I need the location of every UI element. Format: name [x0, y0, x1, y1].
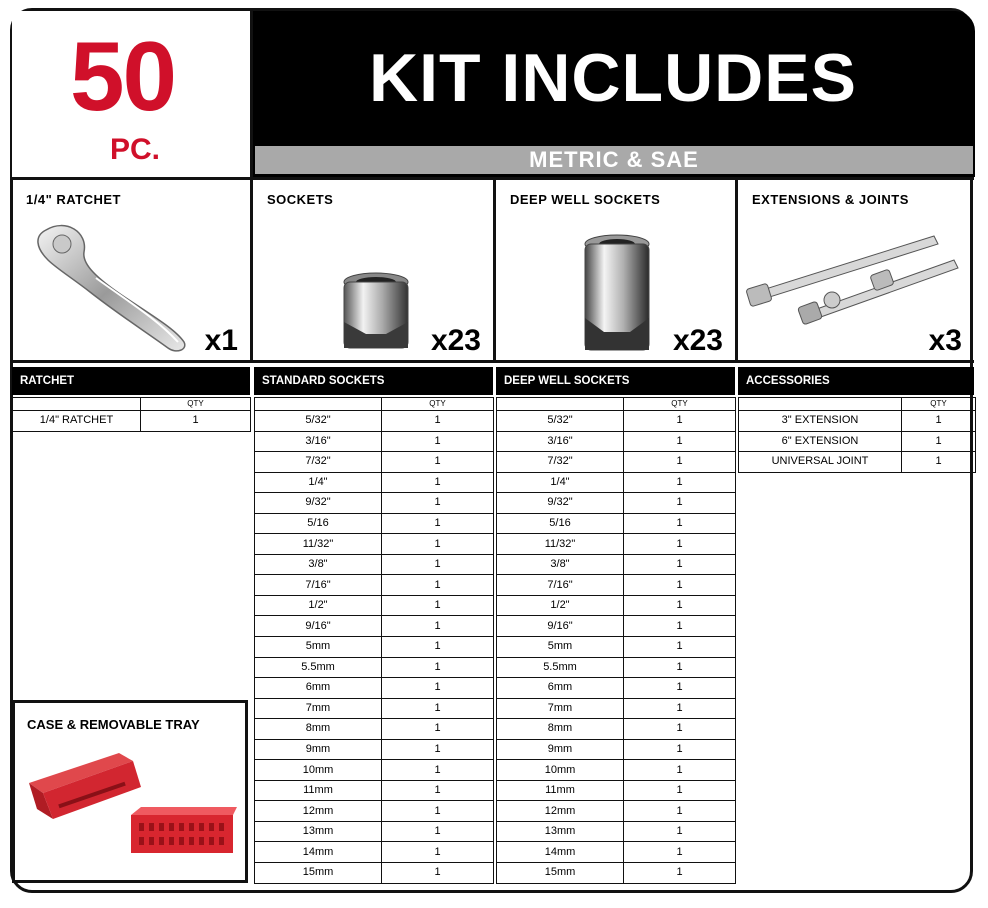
item-qty: 1	[624, 780, 736, 801]
item-qty: 1	[624, 863, 736, 884]
item-name: 7/16"	[497, 575, 624, 596]
item-qty: 1	[382, 616, 494, 637]
panel-deep-sockets	[496, 180, 735, 360]
table-row	[497, 801, 736, 822]
table-row	[255, 595, 494, 616]
item-name: 13mm	[255, 821, 382, 842]
item-qty: 1	[624, 760, 736, 781]
table-row	[497, 575, 736, 596]
item-name: 11mm	[255, 780, 382, 801]
qty-header-row	[497, 398, 736, 411]
item-qty: 1	[382, 780, 494, 801]
item-qty: 1	[382, 554, 494, 575]
item-qty: 1	[382, 534, 494, 555]
item-name: 7/32"	[497, 452, 624, 473]
item-qty: 1	[382, 719, 494, 740]
qty-column-header: QTY	[624, 398, 736, 411]
table-row	[13, 411, 251, 432]
item-name: 5/16	[497, 513, 624, 534]
table-row	[739, 452, 976, 473]
deep-well-sockets-table	[496, 397, 736, 884]
standard-table-heading: STANDARD SOCKETS	[254, 367, 493, 395]
table-row	[497, 637, 736, 658]
item-name: 3" EXTENSION	[739, 411, 902, 432]
qty-column-header: QTY	[141, 398, 251, 411]
panel-qty: x23	[672, 324, 723, 357]
table-row	[497, 780, 736, 801]
item-qty: 1	[141, 411, 251, 432]
table-row	[497, 554, 736, 575]
item-qty: 1	[382, 760, 494, 781]
table-row	[497, 534, 736, 555]
item-name: 14mm	[497, 842, 624, 863]
item-qty: 1	[624, 616, 736, 637]
ratchet-image	[26, 218, 196, 358]
table-row	[255, 637, 494, 658]
item-qty: 1	[382, 452, 494, 473]
panel-qty: x23	[430, 324, 481, 357]
item-qty: 1	[382, 431, 494, 452]
blank-header-cell	[739, 398, 902, 411]
panel-title: SOCKETS	[267, 192, 334, 207]
table-row	[497, 739, 736, 760]
item-name: 11/32"	[255, 534, 382, 555]
panel-sockets	[253, 180, 493, 360]
panel-qty: x3	[928, 324, 962, 357]
item-qty: 1	[382, 678, 494, 699]
item-qty: 1	[624, 554, 736, 575]
item-qty: 1	[624, 513, 736, 534]
table-row	[255, 780, 494, 801]
table-row	[497, 513, 736, 534]
panel-qty: x1	[204, 324, 238, 357]
table-row	[497, 431, 736, 452]
item-qty: 1	[624, 821, 736, 842]
table-row	[255, 657, 494, 678]
item-name: 9/32"	[255, 493, 382, 514]
item-name: 14mm	[255, 842, 382, 863]
item-name: 3/8"	[255, 554, 382, 575]
item-qty: 1	[382, 493, 494, 514]
item-qty: 1	[382, 513, 494, 534]
table-row	[255, 863, 494, 884]
table-row	[255, 472, 494, 493]
table-row	[255, 678, 494, 699]
item-qty: 1	[382, 698, 494, 719]
item-name: 7mm	[255, 698, 382, 719]
item-qty: 1	[382, 801, 494, 822]
item-qty: 1	[624, 431, 736, 452]
item-qty: 1	[902, 431, 976, 452]
accessories-table-heading: ACCESSORIES	[738, 367, 974, 395]
qty-header-row	[739, 398, 976, 411]
item-qty: 1	[624, 719, 736, 740]
table-row	[497, 595, 736, 616]
item-qty: 1	[382, 637, 494, 658]
table-row	[497, 821, 736, 842]
item-name: 11/32"	[497, 534, 624, 555]
blank-header-cell	[255, 398, 382, 411]
item-name: 5mm	[497, 637, 624, 658]
table-row	[497, 616, 736, 637]
table-row	[255, 431, 494, 452]
table-row	[497, 411, 736, 432]
item-name: 1/2"	[255, 595, 382, 616]
table-row	[497, 842, 736, 863]
table-row	[255, 801, 494, 822]
item-qty: 1	[624, 411, 736, 432]
page-title: KIT INCLUDES	[369, 40, 857, 116]
table-row	[255, 719, 494, 740]
qty-header-row	[255, 398, 494, 411]
item-name: 1/4"	[255, 472, 382, 493]
item-name: 9mm	[497, 739, 624, 760]
table-row	[255, 554, 494, 575]
table-row	[255, 513, 494, 534]
item-name: 3/8"	[497, 554, 624, 575]
item-name: 11mm	[497, 780, 624, 801]
item-name: 12mm	[497, 801, 624, 822]
item-name: 3/16"	[497, 431, 624, 452]
panel-title: 1/4" RATCHET	[26, 192, 121, 207]
panel-ratchet	[12, 180, 250, 360]
table-row	[497, 719, 736, 740]
item-qty: 1	[382, 739, 494, 760]
table-row	[739, 431, 976, 452]
deep-socket-image	[582, 234, 652, 356]
blank-header-cell	[497, 398, 624, 411]
table-row	[497, 678, 736, 699]
item-qty: 1	[382, 863, 494, 884]
item-qty: 1	[624, 595, 736, 616]
item-name: 1/2"	[497, 595, 624, 616]
item-name: 9/32"	[497, 493, 624, 514]
case-and-tray-image	[23, 743, 243, 873]
table-row	[255, 760, 494, 781]
table-row	[255, 842, 494, 863]
accessories-table	[738, 397, 976, 473]
standard-sockets-table	[254, 397, 494, 884]
table-row	[255, 698, 494, 719]
item-qty: 1	[624, 739, 736, 760]
item-name: 10mm	[255, 760, 382, 781]
item-qty: 1	[624, 452, 736, 473]
item-qty: 1	[624, 678, 736, 699]
table-row	[255, 452, 494, 473]
item-name: 5.5mm	[497, 657, 624, 678]
item-name: 15mm	[497, 863, 624, 884]
item-qty: 1	[624, 657, 736, 678]
item-name: 6mm	[497, 678, 624, 699]
table-row	[497, 760, 736, 781]
item-name: 15mm	[255, 863, 382, 884]
ratchet-table	[12, 397, 251, 432]
item-qty: 1	[382, 657, 494, 678]
item-name: 13mm	[497, 821, 624, 842]
item-name: 5/16	[255, 513, 382, 534]
item-qty: 1	[382, 472, 494, 493]
item-qty: 1	[624, 801, 736, 822]
item-name: UNIVERSAL JOINT	[739, 452, 902, 473]
table-row	[255, 411, 494, 432]
item-name: 5mm	[255, 637, 382, 658]
table-row	[255, 739, 494, 760]
extensions-image	[744, 230, 964, 330]
item-qty: 1	[624, 472, 736, 493]
table-row	[255, 575, 494, 596]
item-qty: 1	[382, 411, 494, 432]
item-qty: 1	[902, 452, 976, 473]
item-name: 5/32"	[255, 411, 382, 432]
item-name: 1/4" RATCHET	[13, 411, 141, 432]
blank-header-cell	[13, 398, 141, 411]
item-name: 6" EXTENSION	[739, 431, 902, 452]
case-title: CASE & REMOVABLE TRAY	[27, 717, 200, 732]
item-name: 9mm	[255, 739, 382, 760]
table-row	[255, 534, 494, 555]
piece-count: 50	[70, 21, 176, 131]
item-name: 9/16"	[255, 616, 382, 637]
qty-column-header: QTY	[902, 398, 976, 411]
item-qty: 1	[382, 842, 494, 863]
page-subtitle: METRIC & SAE	[529, 147, 699, 172]
table-row	[739, 411, 976, 432]
ratchet-table-heading: RATCHET	[12, 367, 250, 395]
qty-column-header: QTY	[382, 398, 494, 411]
item-name: 9/16"	[497, 616, 624, 637]
item-qty: 1	[624, 575, 736, 596]
table-row	[497, 657, 736, 678]
table-row	[497, 863, 736, 884]
item-name: 10mm	[497, 760, 624, 781]
item-qty: 1	[382, 821, 494, 842]
table-row	[497, 452, 736, 473]
panel-extensions	[738, 180, 974, 360]
table-row	[255, 616, 494, 637]
item-name: 7/32"	[255, 452, 382, 473]
panel-title: EXTENSIONS & JOINTS	[752, 192, 909, 207]
table-row	[497, 472, 736, 493]
case-box	[12, 700, 248, 883]
piece-unit: PC.	[110, 133, 161, 166]
item-qty: 1	[624, 534, 736, 555]
deep-table-heading: DEEP WELL SOCKETS	[496, 367, 735, 395]
piece-count-box	[12, 11, 250, 177]
table-row	[255, 821, 494, 842]
item-qty: 1	[624, 493, 736, 514]
item-name: 8mm	[255, 719, 382, 740]
item-qty: 1	[902, 411, 976, 432]
item-name: 12mm	[255, 801, 382, 822]
item-name: 5.5mm	[255, 657, 382, 678]
table-row	[497, 698, 736, 719]
item-name: 5/32"	[497, 411, 624, 432]
item-name: 8mm	[497, 719, 624, 740]
item-name: 3/16"	[255, 431, 382, 452]
qty-header-row	[13, 398, 251, 411]
item-qty: 1	[382, 595, 494, 616]
item-name: 1/4"	[497, 472, 624, 493]
item-name: 6mm	[255, 678, 382, 699]
item-qty: 1	[624, 698, 736, 719]
item-name: 7mm	[497, 698, 624, 719]
item-qty: 1	[382, 575, 494, 596]
table-row	[497, 493, 736, 514]
panel-title: DEEP WELL SOCKETS	[510, 192, 661, 207]
item-qty: 1	[624, 842, 736, 863]
item-name: 7/16"	[255, 575, 382, 596]
table-row	[255, 493, 494, 514]
item-qty: 1	[624, 637, 736, 658]
socket-image	[341, 272, 411, 356]
